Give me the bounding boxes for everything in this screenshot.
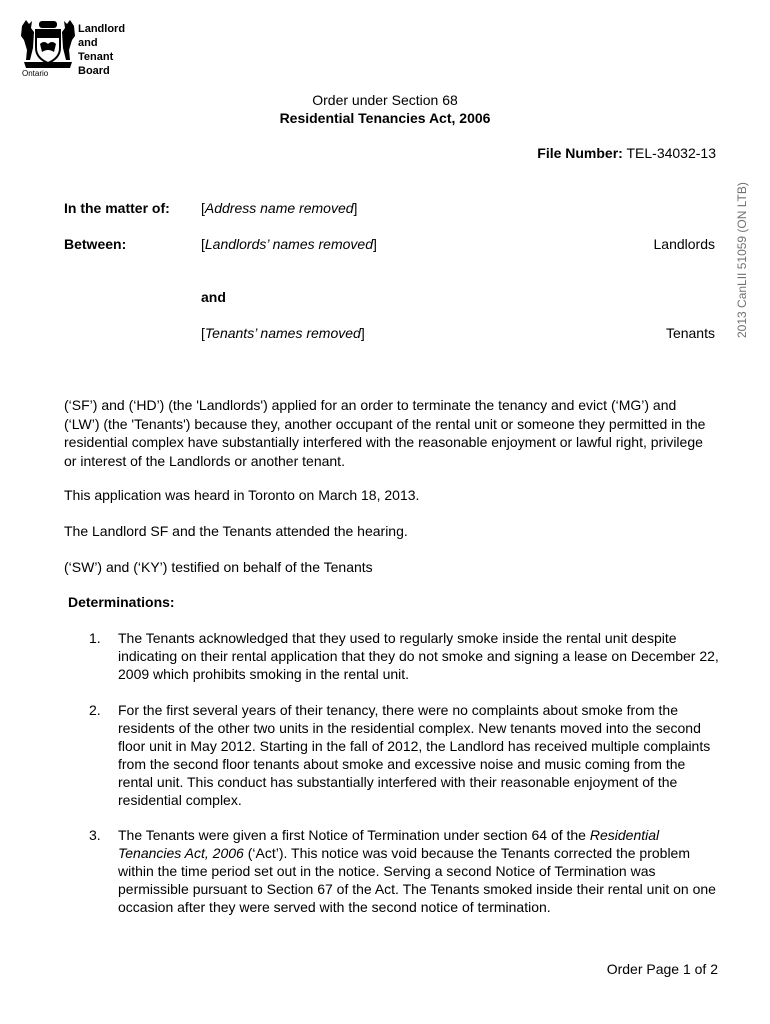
list-item-text: The Tenants acknowledged that they used to regularly smoke inside the rental unit despite indicating on their rental application that they do not smoke and signing a lease on December 22, 2009 which prohibits smoking in the rental unit. <box>118 630 719 682</box>
board-name-line: and <box>78 37 98 49</box>
landlords-role: Landlords <box>653 236 715 252</box>
order-title: Order under Section 68 <box>312 92 458 108</box>
list-item-text <box>118 826 719 916</box>
list-item <box>64 826 719 916</box>
matter-value-text: Address name removed <box>204 200 354 216</box>
board-name-line: Landlord <box>78 23 126 35</box>
list-item-number: 3. <box>89 827 101 843</box>
landlords-value: [Landlords’ names removed] <box>201 236 377 252</box>
list-item <box>64 629 719 683</box>
board-name-line: Board <box>78 65 110 77</box>
page-number: Order Page 1 of 2 <box>606 961 718 977</box>
and-label: and <box>201 289 226 305</box>
tenants-role: Tenants <box>665 325 715 341</box>
attended-paragraph: The Landlord SF and the Tenants attended the hearing. <box>64 523 408 539</box>
between-label: Between: <box>64 236 127 252</box>
ontario-label: Ontario <box>22 69 49 78</box>
list-item-number: 1. <box>89 630 101 646</box>
matter-label: In the matter of: <box>64 200 170 216</box>
matter-value: [Address name removed] <box>201 200 358 216</box>
testified-paragraph: (‘SW’) and (‘KY’) testified on behalf of the Tenants <box>64 559 373 575</box>
file-number-label: File Number: <box>537 145 623 161</box>
list-item-number: 2. <box>89 702 101 718</box>
file-number <box>537 145 716 161</box>
act-reference: Residential Tenancies Act, 2006 <box>118 827 660 861</box>
tenants-value-text: Tenants’ names removed <box>204 325 361 341</box>
intro-paragraph: (‘SF’) and (‘HD’) (the 'Landlords') applied for an order to terminate the tenancy and evict (‘MG’) and (‘LW’) (the 'Tenants') because they, another occupant of the rental unit or someone they permitted in the residential complex have substantially interfered with the reasonable enjoyment or lawful right, privilege or interest of the Landlords or another tenant. <box>64 397 706 469</box>
board-name <box>78 22 125 78</box>
list-item <box>64 701 719 809</box>
list-item-text-part: The Tenants were given a first Notice of Termination under section 64 of the <box>118 827 590 843</box>
landlords-value-text: Landlords’ names removed <box>204 236 373 252</box>
ontario-coat-of-arms-icon <box>18 18 78 70</box>
tenants-value: [Tenants’ names removed] <box>201 325 365 341</box>
board-name-line: Tenant <box>78 51 114 63</box>
determinations-heading: Determinations: <box>68 594 175 610</box>
list-item-text: For the first several years of their tenancy, there were no complaints about smoke from the residents of the other two units in the residential complex. New tenants moved into the second floor unit in May 2012. Starting in the fall of 2012, the Landlord has received multiple complaints from the second floor tenants about smoke and excessive noise and music coming from the rental unit. This conduct has substantially interfered with their reasonable enjoyment of the residential complex. <box>118 702 711 808</box>
list-item-text-part: (‘Act’). This notice was void because the Tenants corrected the problem within the time period set out in the notice. Serving a second Notice of Termination was permissible pursuant to Section 67 of the Act. The Tenants smoked inside their rental unit on one occasion after they were served with the second notice of termination. <box>118 845 716 915</box>
act-title: Residential Tenancies Act, 2006 <box>279 110 491 126</box>
file-number-value: TEL-34032-13 <box>626 145 716 161</box>
heard-paragraph: This application was heard in Toronto on March 18, 2013. <box>64 487 420 503</box>
side-citation: 2013 CanLII 51059 (ON LTB) <box>735 182 749 338</box>
